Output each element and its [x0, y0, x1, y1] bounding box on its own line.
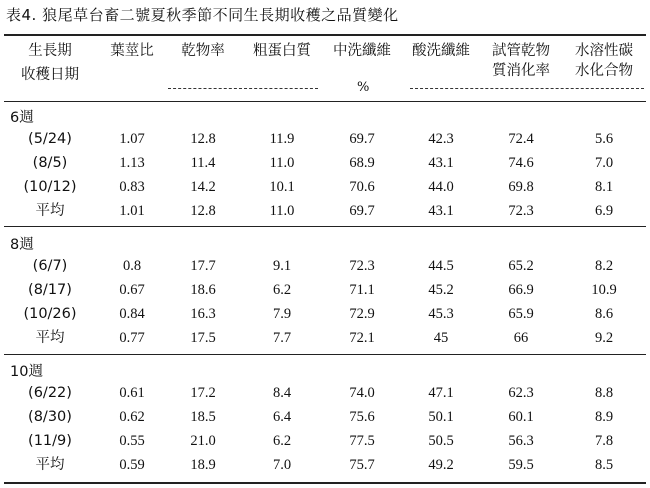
- table-cell: 0.61: [119, 385, 145, 401]
- table-cell: 44.5: [428, 258, 454, 274]
- row-label: (5/24): [28, 131, 72, 147]
- table-cell: 72.9: [349, 306, 375, 322]
- table-cell: 44.0: [428, 179, 454, 195]
- table-cell: 47.1: [428, 385, 454, 401]
- table-cell: 66: [513, 330, 529, 346]
- unit-span-line-right: [410, 88, 644, 89]
- group-rule-2: [4, 354, 646, 355]
- table-cell: 72.3: [349, 258, 375, 274]
- table-cell: 45.2: [428, 282, 454, 298]
- table-cell: 18.9: [190, 457, 216, 473]
- table-cell: 11.4: [190, 155, 216, 171]
- table-cell: 0.83: [119, 179, 145, 195]
- table-cell: 17.7: [190, 258, 216, 274]
- table-cell: 75.6: [349, 409, 375, 425]
- table-cell: 7.0: [594, 155, 614, 171]
- header-ivdmd-line2: 質消化率: [492, 63, 550, 79]
- table-cell: 8.8: [594, 385, 614, 401]
- table-cell: 45.3: [428, 306, 454, 322]
- table-cell: 8.4: [272, 385, 292, 401]
- table-row: [0, 406, 650, 428]
- table-cell: 0.59: [119, 457, 145, 473]
- table-cell: 49.2: [428, 457, 454, 473]
- table-row-average: [0, 327, 650, 349]
- table-cell: 75.7: [349, 457, 375, 473]
- table-cell: 11.0: [269, 203, 295, 219]
- table-cell: 72.3: [508, 203, 534, 219]
- table-cell: 5.6: [594, 131, 614, 147]
- row-label: (10/12): [23, 179, 77, 195]
- table-cell: 7.0: [272, 457, 292, 473]
- table-cell: 65.2: [508, 258, 534, 274]
- header-growth-period: 生長期: [28, 43, 72, 59]
- table-cell: 18.5: [190, 409, 216, 425]
- unit-span-line: [168, 88, 318, 89]
- header-wsc-line2: 水化合物: [575, 63, 633, 79]
- table-cell: 0.62: [119, 409, 145, 425]
- table-cell: 71.1: [349, 282, 375, 298]
- table-cell: 12.8: [190, 131, 216, 147]
- row-label: (11/9): [28, 433, 72, 449]
- table-cell: 1.07: [119, 131, 145, 147]
- header-leaf-stem-ratio: 葉莖比: [110, 43, 154, 59]
- table-row: [0, 176, 650, 198]
- table-cell: 1.01: [119, 203, 145, 219]
- header-crude-protein: 粗蛋白質: [253, 43, 311, 59]
- row-label: (6/22): [28, 385, 72, 401]
- row-label: (10/26): [23, 306, 77, 322]
- table-cell: 74.0: [349, 385, 375, 401]
- row-label: 平均: [35, 203, 65, 219]
- group-label: 6週: [10, 110, 34, 126]
- header-ndf: 中洗纖維: [333, 43, 391, 59]
- header-ivdmd-line1: 試管乾物: [492, 43, 550, 59]
- table-cell: 7.9: [272, 306, 292, 322]
- row-label: 平均: [35, 457, 65, 473]
- table-cell: 16.3: [190, 306, 216, 322]
- header-rule: [4, 101, 646, 102]
- table-cell: 9.2: [594, 330, 614, 346]
- table-cell: 0.67: [119, 282, 145, 298]
- header-adf: 酸洗纖維: [412, 43, 470, 59]
- table-cell: 50.1: [428, 409, 454, 425]
- table-cell: 70.6: [349, 179, 375, 195]
- table-row: [0, 128, 650, 150]
- table-cell: 11.0: [269, 155, 295, 171]
- table-cell: 59.5: [508, 457, 534, 473]
- table-cell: 10.9: [591, 282, 617, 298]
- table-cell: 14.2: [190, 179, 216, 195]
- table-cell: 0.84: [119, 306, 145, 322]
- table-cell: 69.8: [508, 179, 534, 195]
- bottom-rule: [4, 482, 646, 484]
- top-rule: [4, 34, 646, 36]
- table-cell: 7.8: [594, 433, 614, 449]
- table-cell: 0.55: [119, 433, 145, 449]
- table-cell: 42.3: [428, 131, 454, 147]
- unit-label: %: [357, 80, 370, 95]
- table-cell: 6.4: [272, 409, 292, 425]
- table-cell: 9.1: [272, 258, 292, 274]
- table-cell: 8.2: [594, 258, 614, 274]
- table-cell: 62.3: [508, 385, 534, 401]
- row-label: (8/5): [32, 155, 68, 171]
- table-cell: 72.1: [349, 330, 375, 346]
- table-cell: 17.2: [190, 385, 216, 401]
- table-cell: 1.13: [119, 155, 145, 171]
- table-row-average: [0, 454, 650, 476]
- table-cell: 21.0: [190, 433, 216, 449]
- row-label: (6/7): [32, 258, 68, 274]
- table-cell: 56.3: [508, 433, 534, 449]
- table-cell: 68.9: [349, 155, 375, 171]
- table-cell: 8.9: [594, 409, 614, 425]
- table-cell: 6.9: [594, 203, 614, 219]
- table-cell: 43.1: [428, 203, 454, 219]
- row-label: (8/17): [28, 282, 72, 298]
- table-cell: 8.5: [594, 457, 614, 473]
- header-dry-matter: 乾物率: [181, 43, 225, 59]
- table-cell: 6.2: [272, 433, 292, 449]
- group-label: 10週: [10, 364, 43, 380]
- table-cell: 8.6: [594, 306, 614, 322]
- table-cell: 65.9: [508, 306, 534, 322]
- header-harvest-date: 收穫日期: [21, 67, 79, 83]
- table-cell: 7.7: [272, 330, 292, 346]
- table-cell: 69.7: [349, 131, 375, 147]
- table-cell: 72.4: [508, 131, 534, 147]
- table-cell: 17.5: [190, 330, 216, 346]
- table-row: [0, 152, 650, 174]
- table-cell: 12.8: [190, 203, 216, 219]
- table-cell: 18.6: [190, 282, 216, 298]
- table-cell: 6.2: [272, 282, 292, 298]
- table-cell: 69.7: [349, 203, 375, 219]
- table-cell: 8.1: [594, 179, 614, 195]
- row-label: (8/30): [28, 409, 72, 425]
- table-cell: 45: [433, 330, 449, 346]
- table-cell: 50.5: [428, 433, 454, 449]
- table-cell: 10.1: [269, 179, 295, 195]
- table-row-average: [0, 200, 650, 222]
- table-row: [0, 255, 650, 277]
- table-cell: 0.77: [119, 330, 145, 346]
- table-cell: 74.6: [508, 155, 534, 171]
- group-rule-1: [4, 226, 646, 227]
- table-cell: 0.8: [122, 258, 142, 274]
- table-cell: 43.1: [428, 155, 454, 171]
- row-label: 平均: [35, 330, 65, 346]
- table-cell: 77.5: [349, 433, 375, 449]
- table-cell: 60.1: [508, 409, 534, 425]
- header-wsc-line1: 水溶性碳: [575, 43, 633, 59]
- table-row: [0, 382, 650, 404]
- table-row: [0, 279, 650, 301]
- table-caption: 表4. 狼尾草台畜二號夏秋季節不同生長期收穫之品質變化: [6, 6, 399, 24]
- table-cell: 11.9: [269, 131, 295, 147]
- table-row: [0, 303, 650, 325]
- table-row: [0, 430, 650, 452]
- group-label: 8週: [10, 237, 34, 253]
- table-cell: 66.9: [508, 282, 534, 298]
